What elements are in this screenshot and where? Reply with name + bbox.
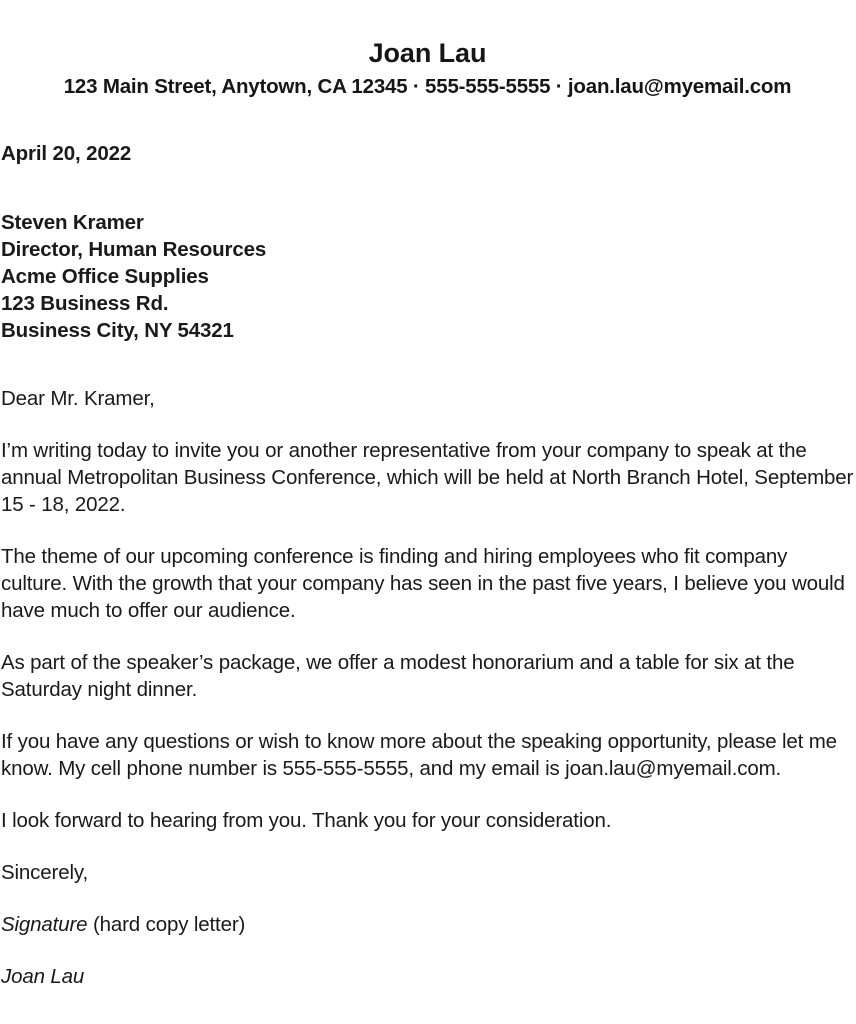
body-paragraph-2: The theme of our upcoming conference is finding and hiring employees who fit company culture. With the growth that your company has seen in the past five years, I believe you would have much to offer our audience.	[1, 545, 845, 622]
sender-name: Joan Lau	[368, 38, 487, 68]
letter-date: April 20, 2022	[1, 142, 132, 165]
body-paragraph-3: As part of the speaker’s package, we offer a modest honorarium and a table for six at the Saturday night dinner.	[1, 651, 795, 701]
signature-note: (hard copy letter)	[87, 913, 246, 936]
body-paragraph-5: I look forward to hearing from you. Thank you for your consideration.	[1, 809, 612, 832]
recipient-name: Steven Kramer	[1, 211, 144, 234]
letter-body	[1, 140, 854, 990]
signer-name: Joan Lau	[1, 965, 85, 988]
body-paragraph-4: If you have any questions or wish to know more about the speaking opportunity, please let me know. My cell phone number is 555-555-5555, and my email is joan.lau@myemail.com.	[1, 730, 837, 780]
salutation: Dear Mr. Kramer,	[1, 387, 155, 410]
sender-contact-line: 123 Main Street, Anytown, CA 12345 · 555-555-5555 · joan.lau@myemail.com	[63, 75, 792, 98]
signature-placeholder-line	[1, 911, 854, 938]
recipient-address-block	[1, 209, 854, 344]
closing: Sincerely,	[1, 861, 88, 884]
body-paragraph-1: I’m writing today to invite you or another representative from your company to speak at the annual Metropolitan Business Conference, which will be held at North Branch Hotel, September 15 - 18, 2022.	[1, 439, 854, 516]
recipient-company: Acme Office Supplies	[1, 265, 209, 288]
signature-label: Signature	[1, 913, 88, 936]
letterhead	[1, 36, 854, 102]
recipient-title: Director, Human Resources	[1, 238, 267, 261]
recipient-street: 123 Business Rd.	[1, 292, 169, 315]
recipient-city-state-zip: Business City, NY 54321	[1, 319, 234, 342]
